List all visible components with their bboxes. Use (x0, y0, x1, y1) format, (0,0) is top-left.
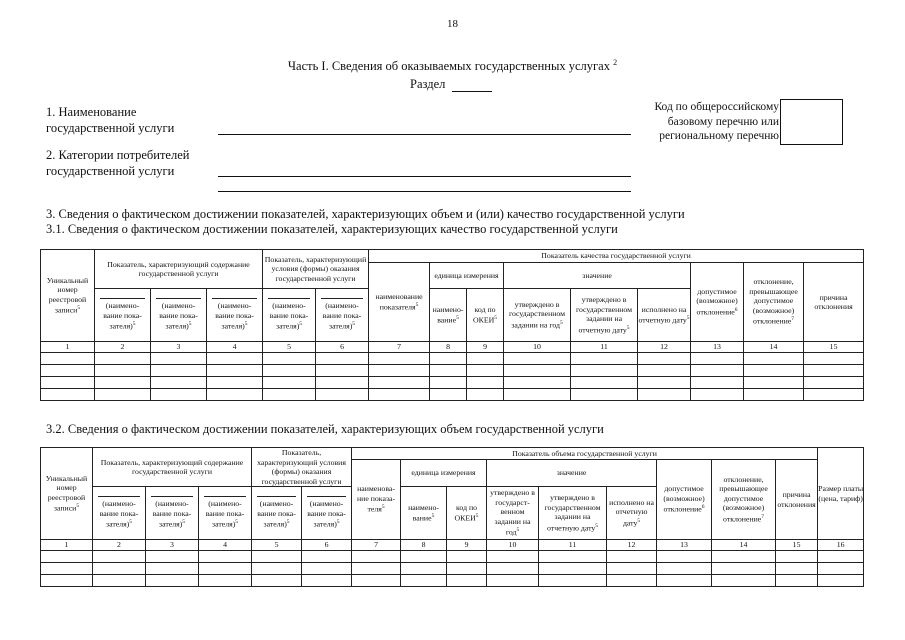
t2-column-numbers-row (41, 540, 864, 551)
registry-code-box[interactable] (780, 99, 843, 145)
t1-table-cell[interactable] (467, 376, 504, 388)
t1-conditions-indicator-header: Показатель, характеризующий условия (формы) оказания государственной услуги (263, 250, 369, 289)
t1-table-cell[interactable] (95, 388, 151, 400)
registry-code-label-line1: Код по общероссийскому (654, 101, 779, 113)
t1-column-numbers-row (41, 342, 864, 353)
registry-code-label-line2: базовому перечню или (667, 115, 779, 128)
t2-column-number: 7 (352, 540, 401, 551)
t2-column-number: 15 (776, 540, 818, 551)
t1-content-name-3: (наимено-вание пока-зателя)$^5$ (207, 289, 263, 342)
t2-content-indicator-header: Показатель, характеризующий содержание государственной услуги (93, 448, 252, 487)
t2-table-cell[interactable] (657, 562, 712, 574)
t1-quality-indicator-header: Показатель качества государственной услуги (369, 250, 864, 263)
part-title (0, 58, 905, 74)
t1-table-cell[interactable] (744, 364, 804, 376)
t1-table-row (41, 352, 864, 364)
t1-table-cell[interactable] (369, 352, 430, 364)
t1-table-cell[interactable] (207, 352, 263, 364)
t2-unique-number-header: Уникальный номер реестровой записи$^5$ (41, 448, 93, 540)
t1-table-row (41, 364, 864, 376)
t1-table-cell[interactable] (504, 376, 571, 388)
t2-table-cell[interactable] (199, 562, 252, 574)
t2-table-row (41, 550, 864, 562)
t2-table-cell[interactable] (146, 574, 199, 586)
t1-table-cell[interactable] (316, 364, 369, 376)
part-title-text: Часть I. Сведения об оказываемых государственных услугах (287, 59, 610, 74)
t2-table-cell[interactable] (657, 550, 712, 562)
t2-table-cell[interactable] (41, 562, 93, 574)
t1-column-number: 7 (369, 342, 430, 353)
t2-column-number: 9 (447, 540, 487, 551)
t1-table-cell[interactable] (691, 376, 744, 388)
t2-approved-year-header: утверждено в государст-венном задании на год$^5$ (487, 487, 539, 540)
t2-table-cell[interactable] (712, 550, 776, 562)
t2-table-cell[interactable] (93, 550, 146, 562)
t1-table-cell[interactable] (95, 352, 151, 364)
consumer-category-label (46, 147, 189, 179)
registry-code-label-line3: региональному перечню (659, 130, 779, 142)
t2-table-cell[interactable] (657, 574, 712, 586)
t1-table-cell[interactable] (691, 364, 744, 376)
t2-column-number: 1 (41, 540, 93, 551)
t1-table-cell[interactable] (41, 364, 95, 376)
t1-value-header: значение (504, 263, 691, 289)
t1-approved-date-header: утверждено в государственном задании на отчетную дату$^5$ (571, 289, 638, 342)
service-name-label-line2: государственной услуги (46, 121, 175, 135)
t2-table-cell[interactable] (487, 550, 539, 562)
t2-table-cell[interactable] (607, 550, 657, 562)
t2-table-cell[interactable] (93, 574, 146, 586)
t2-column-number: 2 (93, 540, 146, 551)
section3-title: 3. Сведения о фактическом достижении показателей, характеризующих объем и (или) качество государственной услуги (46, 207, 685, 221)
t2-table-cell[interactable] (818, 574, 864, 586)
section-label: Раздел (410, 77, 446, 91)
t1-condition-name-1: (наимено-вание пока-зателя)$^5$ (263, 289, 316, 342)
t1-table-cell[interactable] (263, 364, 316, 376)
page-number: 18 (447, 18, 458, 30)
t1-table-cell[interactable] (638, 352, 691, 364)
t2-table-cell[interactable] (447, 562, 487, 574)
t2-value-header: значение (487, 460, 657, 487)
t1-column-number: 12 (638, 342, 691, 353)
t2-table-row (41, 562, 864, 574)
t2-table-cell[interactable] (352, 550, 401, 562)
t2-executed-header: исполнено на отчетную дату$^5$ (607, 487, 657, 540)
t1-column-number: 14 (744, 342, 804, 353)
t2-table-cell[interactable] (818, 550, 864, 562)
t2-table-cell[interactable] (352, 574, 401, 586)
t2-table-cell[interactable] (252, 550, 302, 562)
t2-table-cell[interactable] (199, 550, 252, 562)
t1-table-cell[interactable] (571, 364, 638, 376)
t2-okei-code-header: код по ОКЕИ$^5$ (447, 487, 487, 540)
t1-table-cell[interactable] (430, 388, 467, 400)
t1-table-cell[interactable] (151, 364, 207, 376)
t1-table-cell[interactable] (263, 376, 316, 388)
t1-column-number: 13 (691, 342, 744, 353)
t1-table-cell[interactable] (571, 352, 638, 364)
t2-indicator-name-header: наименова-ние показа-теля$^5$ (352, 460, 401, 540)
t1-column-number: 9 (467, 342, 504, 353)
t2-allowed-deviation-header: допустимое (возможное) отклонение$^6$ (657, 460, 712, 540)
t2-unit-header: единица измерения (401, 460, 487, 487)
t2-table-cell[interactable] (607, 562, 657, 574)
t2-column-number: 10 (487, 540, 539, 551)
t2-column-number: 16 (818, 540, 864, 551)
registry-code-label (654, 100, 779, 144)
t2-table-cell[interactable] (302, 562, 352, 574)
t2-table-cell[interactable] (776, 550, 818, 562)
t2-table-cell[interactable] (712, 574, 776, 586)
t2-table-cell[interactable] (352, 562, 401, 574)
t1-indicator-name-header: наименование показателя$^5$ (369, 263, 430, 342)
t2-unit-name-header: наимено-вание$^5$ (401, 487, 447, 540)
section-number-field[interactable] (452, 79, 492, 92)
t1-exceeding-deviation-header: отклонение, превышающее допустимое (возможное) отклонение$^7$ (744, 263, 804, 342)
t1-table-cell[interactable] (95, 364, 151, 376)
quality-indicators-table (40, 249, 864, 401)
t1-table-row (41, 388, 864, 400)
t2-table-cell[interactable] (146, 550, 199, 562)
t1-table-cell[interactable] (504, 388, 571, 400)
t1-table-cell[interactable] (151, 352, 207, 364)
t2-table-cell[interactable] (539, 574, 607, 586)
t2-table-cell[interactable] (401, 562, 447, 574)
t2-table-cell[interactable] (539, 562, 607, 574)
t1-table-cell[interactable] (804, 388, 864, 400)
consumer-category-label-line2: государственной услуги (46, 164, 175, 178)
t1-column-number: 3 (151, 342, 207, 353)
t1-unit-name-header: наимено-вание$^5$ (430, 289, 467, 342)
t1-table-cell[interactable] (316, 352, 369, 364)
t2-column-number: 4 (199, 540, 252, 551)
service-name-field[interactable] (218, 134, 631, 135)
t2-table-cell[interactable] (93, 562, 146, 574)
t2-column-number: 14 (712, 540, 776, 551)
t1-table-cell[interactable] (151, 388, 207, 400)
t1-table-cell[interactable] (430, 352, 467, 364)
t1-column-number: 8 (430, 342, 467, 353)
t2-table-cell[interactable] (401, 550, 447, 562)
t1-table-cell[interactable] (207, 376, 263, 388)
service-name-label-line1: 1. Наименование (46, 105, 137, 119)
t2-table-cell[interactable] (302, 550, 352, 562)
t1-column-number: 4 (207, 342, 263, 353)
t2-table-cell[interactable] (447, 550, 487, 562)
t1-table-cell[interactable] (638, 364, 691, 376)
t2-table-cell[interactable] (712, 562, 776, 574)
t1-column-number: 1 (41, 342, 95, 353)
t1-table-cell[interactable] (804, 364, 864, 376)
t1-column-number: 10 (504, 342, 571, 353)
t2-deviation-reason-header: причина отклонения (776, 460, 818, 540)
t1-table-cell[interactable] (316, 376, 369, 388)
t2-table-cell[interactable] (776, 574, 818, 586)
t1-column-number: 11 (571, 342, 638, 353)
t1-table-cell[interactable] (369, 364, 430, 376)
t2-table-cell[interactable] (252, 574, 302, 586)
t1-table-cell[interactable] (430, 376, 467, 388)
t2-table-cell[interactable] (302, 574, 352, 586)
consumer-category-field-line1[interactable] (218, 176, 631, 177)
t2-condition-name-1: (наимено-вание пока-зателя)$^5$ (252, 487, 302, 540)
t2-condition-name-2: (наимено-вание пока-зателя)$^5$ (302, 487, 352, 540)
t2-column-number: 13 (657, 540, 712, 551)
part-title-footnote: 2 (613, 58, 618, 67)
t1-table-cell[interactable] (41, 376, 95, 388)
t2-exceeding-deviation-header: отклонение, превышающее допустимое (возможное) отклонение$^7$ (712, 460, 776, 540)
t1-table-cell[interactable] (744, 376, 804, 388)
t1-table-cell[interactable] (151, 376, 207, 388)
t1-table-cell[interactable] (571, 376, 638, 388)
t1-table-cell[interactable] (691, 388, 744, 400)
t1-column-number: 6 (316, 342, 369, 353)
volume-indicators-table (40, 447, 864, 587)
t2-table-cell[interactable] (252, 562, 302, 574)
t2-table-cell[interactable] (487, 574, 539, 586)
service-name-label (46, 104, 174, 136)
t1-unique-number-header: Уникальный номер реестровой записи$^5$ (41, 250, 95, 342)
t1-table-cell[interactable] (430, 364, 467, 376)
t1-table-cell[interactable] (95, 376, 151, 388)
t1-table-cell[interactable] (571, 388, 638, 400)
t1-deviation-reason-header: причина отклонения (804, 263, 864, 342)
t1-column-number: 2 (95, 342, 151, 353)
t2-content-name-2: (наимено-вание пока-зателя)$^5$ (146, 487, 199, 540)
t1-table-cell[interactable] (691, 352, 744, 364)
t2-column-number: 11 (539, 540, 607, 551)
t2-column-number: 8 (401, 540, 447, 551)
t1-content-indicator-header: Показатель, характеризующий содержание государственной услуги (95, 250, 263, 289)
t2-column-number: 5 (252, 540, 302, 551)
t1-table-cell[interactable] (41, 388, 95, 400)
t1-table-cell[interactable] (369, 388, 430, 400)
t1-okei-code-header: код по ОКЕИ$^5$ (467, 289, 504, 342)
t1-table-cell[interactable] (804, 376, 864, 388)
t1-table-cell[interactable] (744, 352, 804, 364)
t1-allowed-deviation-header: допустимое (возможное) отклонение$^6$ (691, 263, 744, 342)
t1-column-number: 15 (804, 342, 864, 353)
t1-approved-year-header: утверждено в государственном задании на год$^5$ (504, 289, 571, 342)
t2-column-number: 6 (302, 540, 352, 551)
t2-column-number: 3 (146, 540, 199, 551)
section-heading (410, 77, 492, 92)
t1-table-cell[interactable] (467, 388, 504, 400)
t2-table-cell[interactable] (607, 574, 657, 586)
t2-table-cell[interactable] (41, 550, 93, 562)
t1-table-cell[interactable] (467, 364, 504, 376)
t1-content-name-2: (наимено-вание пока-зателя)$^5$ (151, 289, 207, 342)
t1-table-cell[interactable] (207, 388, 263, 400)
t1-condition-name-2: (наимено-вание пока-зателя)$^5$ (316, 289, 369, 342)
t2-approved-date-header: утверждено в государственном задании на отчетную дату$^5$ (539, 487, 607, 540)
t1-table-cell[interactable] (638, 376, 691, 388)
t1-content-name-1: (наимено-вание пока-зателя)$^5$ (95, 289, 151, 342)
t1-table-cell[interactable] (207, 364, 263, 376)
t2-content-name-1: (наимено-вание пока-зателя)$^5$ (93, 487, 146, 540)
section3-1-title: 3.1. Сведения о фактическом достижении показателей, характеризующих качество государственной услуги (46, 222, 618, 236)
t2-table-cell[interactable] (199, 574, 252, 586)
t2-table-cell[interactable] (487, 562, 539, 574)
t1-column-number: 5 (263, 342, 316, 353)
t2-table-cell[interactable] (447, 574, 487, 586)
t1-unit-header: единица измерения (430, 263, 504, 289)
consumer-category-field-line2[interactable] (218, 191, 631, 192)
t1-table-row (41, 376, 864, 388)
t1-table-cell[interactable] (369, 376, 430, 388)
t1-executed-header: исполнено на отчетную дату$^5$ (638, 289, 691, 342)
t1-table-cell[interactable] (504, 364, 571, 376)
t2-volume-indicator-header: Показатель объема государственной услуги (352, 448, 818, 460)
t1-table-cell[interactable] (316, 388, 369, 400)
t1-table-cell[interactable] (638, 388, 691, 400)
t2-table-cell[interactable] (776, 562, 818, 574)
section3-headings (46, 207, 685, 237)
t1-table-cell[interactable] (41, 352, 95, 364)
consumer-category-label-line1: 2. Категории потребителей (46, 148, 190, 162)
t2-table-cell[interactable] (539, 550, 607, 562)
t1-table-cell[interactable] (263, 352, 316, 364)
t2-table-row (41, 574, 864, 586)
t1-table-cell[interactable] (744, 388, 804, 400)
section3-2-title: 3.2. Сведения о фактическом достижении показателей, характеризующих объем государственной услуги (46, 422, 604, 436)
t1-table-cell[interactable] (467, 352, 504, 364)
t1-table-cell[interactable] (263, 388, 316, 400)
t2-column-number: 12 (607, 540, 657, 551)
t1-table-cell[interactable] (804, 352, 864, 364)
t2-content-name-3: (наимено-вание пока-зателя)$^5$ (199, 487, 252, 540)
t1-table-cell[interactable] (504, 352, 571, 364)
t2-table-cell[interactable] (41, 574, 93, 586)
t2-fee-header: Размер платы (цена, тариф) (818, 448, 864, 540)
t2-table-cell[interactable] (146, 562, 199, 574)
t2-conditions-indicator-header: Показатель, характеризующий условия (формы) оказания государственной услуги (252, 448, 352, 487)
t2-table-cell[interactable] (401, 574, 447, 586)
t2-table-cell[interactable] (818, 562, 864, 574)
